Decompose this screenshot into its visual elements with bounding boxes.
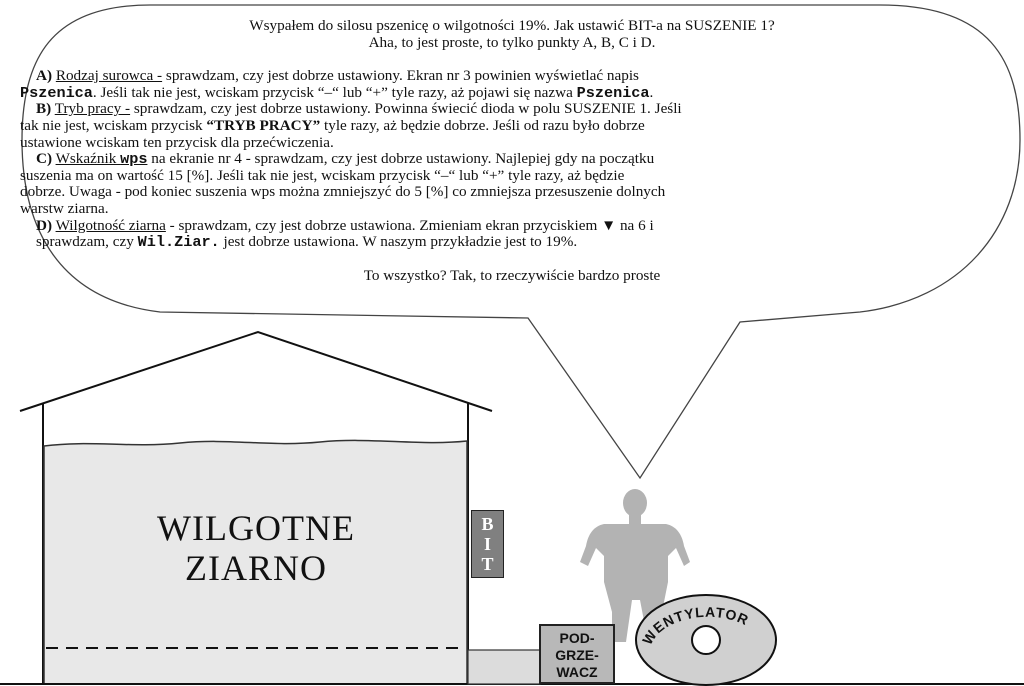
down-arrow-icon: ▼ <box>601 216 617 234</box>
step-b-label: B) <box>36 100 52 118</box>
step-b-line3: ustawione wciskam ten przycisk dla przećwiczenia. <box>20 133 334 151</box>
tryb-pracy-bold: “TRYB PRACY” <box>206 116 321 134</box>
step-c-line3: dobrze. Uwaga - pod koniec suszenia wps można zmniejszyć do 5 [%] co zmniejsza przesuszenie dolnych <box>20 183 666 201</box>
step-c-line1: C) Wskaźnik wps na ekranie nr 4 - sprawdzam, czy jest dobrze ustawiony. Najlepiej gdy na początku <box>36 150 655 169</box>
step-b-line1: B) Tryb pracy - sprawdzam, czy jest dobrze ustawiony. Powinna świecić dioda w polu SUSZENIE 1. Jeśli <box>36 100 682 118</box>
step-d-label: D) <box>36 216 53 234</box>
silo-label <box>44 508 468 588</box>
heater-line3: WACZ <box>556 664 598 680</box>
bubble-title-line1: Wsypałem do silosu pszenicę o wilgotności 19%. Jak ustawić BIT-a na SUSZENIE 1? <box>249 17 775 34</box>
heater-line1: POD- <box>559 630 595 646</box>
silo-label-line2: ZIARNO <box>185 548 327 588</box>
step-a-heading: Rodzaj surowca - <box>55 67 163 85</box>
step-c-label: C) <box>36 150 53 168</box>
step-b-line2: tak nie jest, wciskam przycisk “TRYB PRACY” tyle razy, aż będzie dobrze. Jeśli od razu było dobrze <box>20 116 645 134</box>
step-a-label: A) <box>36 67 53 85</box>
step-c-line2: suszenia ma on wartość 15 [%]. Jeśli tak nie jest, wciskam przycisk “–“ lub “+” tyle razy, aż będzie <box>20 166 625 184</box>
step-d-line2: sprawdzam, czy Wil.Ziar. jest dobrze ustawiona. W naszym przykładzie jest to 19%. <box>36 233 578 252</box>
heater-line2: GRZE- <box>555 647 599 663</box>
bubble-closing: To wszystko? Tak, to rzeczywiście bardzo proste <box>363 266 661 284</box>
bubble-title-line2: Aha, to jest proste, to tylko punkty A, B, C i D. <box>368 33 656 51</box>
bubble-text <box>20 18 1004 284</box>
fan-label: WENTYLATOR <box>639 603 752 648</box>
bit-letter-b: B <box>481 514 494 534</box>
silo-roof <box>20 332 492 411</box>
step-a-line2: Pszenica. Jeśli tak nie jest, wciskam przycisk “–“ lub “+” tyle razy, aż pojawi się nazwa Pszenica. <box>20 83 654 102</box>
code-wps: wps <box>120 150 148 169</box>
silo-label-line1: WILGOTNE <box>157 508 355 548</box>
fan-hub <box>692 626 720 654</box>
bit-letter-i: I <box>483 534 491 554</box>
step-d-line1: D) Wilgotność ziarna - sprawdzam, czy jest dobrze ustawiona. Zmieniam ekran przyciskiem ▼ na 6 i <box>36 216 654 234</box>
step-d-heading: Wilgotność ziarna <box>55 216 166 234</box>
code-pszenica-2: Pszenica <box>576 83 650 102</box>
heater-box <box>539 624 615 684</box>
code-pszenica: Pszenica <box>20 83 93 102</box>
step-c-line4: warstw ziarna. <box>20 199 109 217</box>
bit-controller <box>471 510 504 578</box>
bit-letter-t: T <box>481 554 494 574</box>
step-c-heading: Wskaźnik wps <box>55 150 148 169</box>
step-b-heading: Tryb pracy - <box>54 100 131 118</box>
air-duct <box>468 650 540 684</box>
step-a-line1: A) Rodzaj surowca - sprawdzam, czy jest dobrze ustawiony. Ekran nr 3 powinien wyświetlać napis <box>36 67 639 85</box>
code-wil-ziar: Wil.Ziar. <box>137 233 220 252</box>
